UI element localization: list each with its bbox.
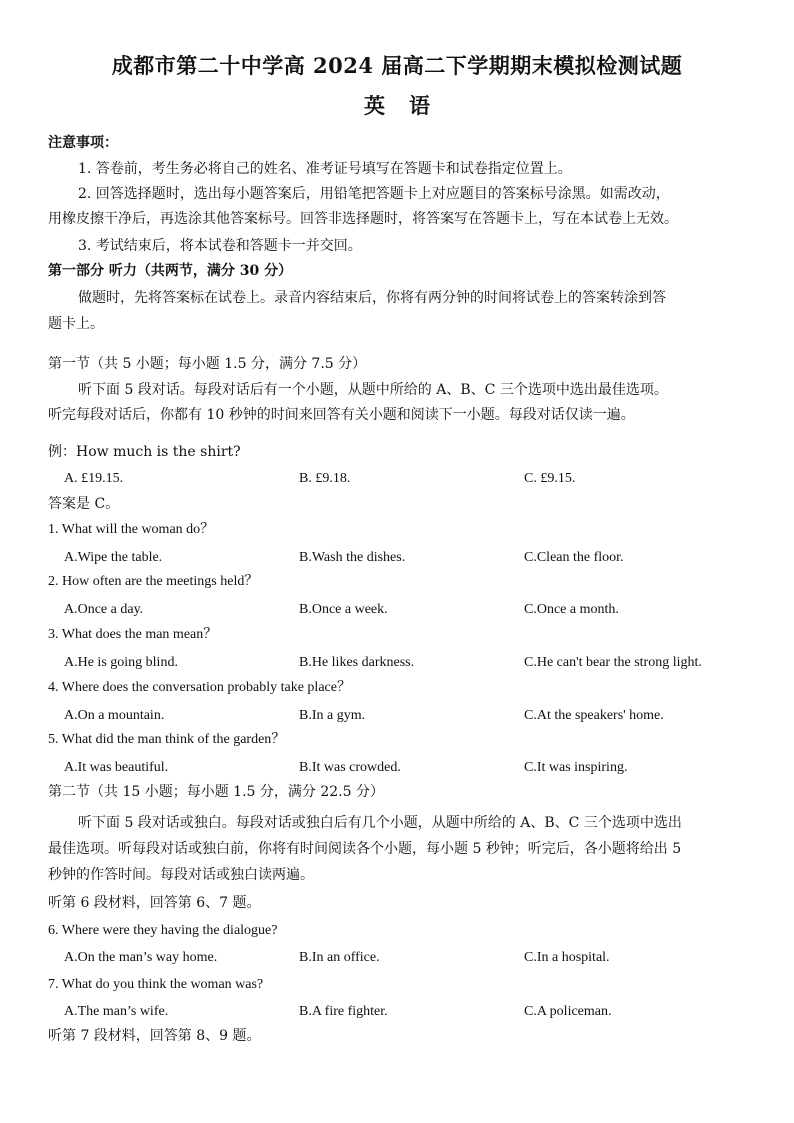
notice-item-3: 3. 考试结束后，将本试卷和答题卡一并交回。 xyxy=(78,238,362,254)
exam-title: 成都市第二十中学高 2024 届高二下学期期末模拟检测试题 xyxy=(111,53,683,78)
question-3-option-a: A.He is going blind. xyxy=(64,655,178,670)
question-7-option-b: B.A fire fighter. xyxy=(299,1004,388,1019)
notice-item-2-line-2: 用橡皮擦干净后，再选涂其他答案标号。回答非选择题时，将答案写在答题卡上，写在本试卷上无效。 xyxy=(48,211,678,227)
notice-item-2-line-1: 2. 回答选择题时，选出每小题答案后，用铅笔把答题卡上对应题目的答案标号涂黑。如需改动， xyxy=(78,186,670,202)
question-3-option-b: B.He likes darkness. xyxy=(299,655,415,670)
question-5: 5. What did the man think of the garden？ xyxy=(48,732,286,747)
question-4-option-c: C.At the speakers' home. xyxy=(524,708,664,723)
question-6: 6. Where were they having the dialogue? xyxy=(48,923,278,938)
section1-intro-line-2: 听完每段对话后，你都有 10 秒钟的时间来回答有关小题和阅读下一小题。每段对话仅读一遍。 xyxy=(48,407,635,423)
example-option-b: B. £9.18. xyxy=(299,471,351,486)
question-5-option-c: C.It was inspiring. xyxy=(524,760,628,775)
question-4-option-a: A.On a mountain. xyxy=(64,708,165,723)
question-3-option-c: C.He can't bear the strong light. xyxy=(524,655,702,670)
part1-intro-line-1: 做题时，先将答案标在试卷上。录音内容结束后，你将有两分钟的时间将试卷上的答案转涂到答 xyxy=(78,290,666,306)
question-5-option-b: B.It was crowded. xyxy=(299,760,401,775)
question-6-option-b: B.In an office. xyxy=(299,950,380,965)
section2-intro-line-3: 秒钟的作答时间。每段对话或独白读两遍。 xyxy=(48,867,314,883)
question-7: 7. What do you think the woman was? xyxy=(48,977,264,992)
section2-intro-line-2: 最佳选项。听每段对话或独白前，你将有时间阅读各个小题，每小题 5 秒钟；听完后，各小题将给出 5 xyxy=(48,841,682,857)
part1-intro-line-2: 题卡上。 xyxy=(48,316,104,332)
question-6-option-c: C.In a hospital. xyxy=(524,950,610,965)
question-2-option-a: A.Once a day. xyxy=(64,602,144,617)
question-1-option-b: B.Wash the dishes. xyxy=(299,550,406,565)
example-option-a: A. £19.15. xyxy=(64,471,124,486)
question-2: 2. How often are the meetings held？ xyxy=(48,574,259,589)
question-4-option-b: B.In a gym. xyxy=(299,708,366,723)
question-7-option-a: A.The man’s wife. xyxy=(64,1004,169,1019)
notice-heading: 注意事项： xyxy=(48,135,118,151)
question-4: 4. Where does the conversation probably take place？ xyxy=(48,680,351,695)
material-7-heading: 听第 7 段材料，回答第 8、9 题。 xyxy=(48,1028,261,1044)
example-answer: 答案是 C。 xyxy=(48,496,120,512)
question-7-option-c: C.A policeman. xyxy=(524,1004,612,1019)
question-1-option-a: A.Wipe the table. xyxy=(64,550,163,565)
section2-intro-line-1: 听下面 5 段对话或独白。每段对话或独白后有几个小题，从题中所给的 A、B、C 三个选项中选出 xyxy=(78,815,682,831)
question-1: 1. What will the woman do？ xyxy=(48,522,215,537)
question-2-option-b: B.Once a week. xyxy=(299,602,388,617)
example-option-c: C. £9.15. xyxy=(524,471,576,486)
question-2-option-c: C.Once a month. xyxy=(524,602,619,617)
question-6-option-a: A.On the man’s way home. xyxy=(64,950,218,965)
section2-heading: 第二节（共 15 小题；每小题 1.5 分，满分 22.5 分） xyxy=(48,784,384,800)
material-6-heading: 听第 6 段材料，回答第 6、7 题。 xyxy=(48,895,261,911)
question-3: 3. What does the man mean？ xyxy=(48,627,218,642)
example-question: 例：How much is the shirt? xyxy=(48,444,241,460)
question-1-option-c: C.Clean the floor. xyxy=(524,550,624,565)
subject-title: 英语 xyxy=(364,93,454,118)
question-5-option-a: A.It was beautiful. xyxy=(64,760,169,775)
part1-heading: 第一部分 听力（共两节，满分 30 分） xyxy=(48,263,293,279)
section1-intro-line-1: 听下面 5 段对话。每段对话后有一个小题，从题中所给的 A、B、C 三个选项中选出最佳选项。 xyxy=(78,382,668,398)
notice-item-1: 1. 答卷前，考生务必将自己的姓名、准考证号填写在答题卡和试卷指定位置上。 xyxy=(78,161,572,177)
section1-heading: 第一节（共 5 小题；每小题 1.5 分，满分 7.5 分） xyxy=(48,356,367,372)
